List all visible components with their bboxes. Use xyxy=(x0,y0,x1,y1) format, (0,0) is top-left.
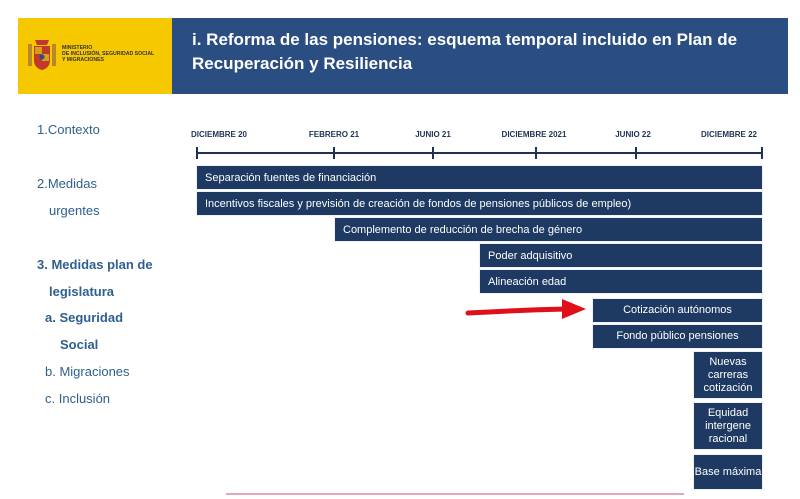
timeline-tick xyxy=(196,147,198,159)
timeline-tick xyxy=(432,147,434,159)
page-title: i. Reforma de las pensiones: esquema temporal incluido en Plan de Recuperación y Resiliencia xyxy=(192,30,738,73)
sidebar-item-migraciones[interactable]: b. Migraciones xyxy=(45,364,130,379)
timeline-bar-separacion: Separación fuentes de financiación xyxy=(196,165,763,190)
timeline-date-2: FEBRERO 21 xyxy=(308,130,360,139)
timeline-bar-poder-adquisitivo: Poder adquisitivo xyxy=(479,243,763,268)
red-arrow-icon xyxy=(462,296,592,326)
sidebar-item-plan-1[interactable]: 3. Medidas plan de xyxy=(37,257,153,272)
sidebar-item-seguridad-1[interactable]: a. Seguridad xyxy=(45,310,124,325)
timeline-bar-base-maxima: Base máxima xyxy=(693,454,763,490)
sidebar-item-contexto[interactable]: 1.Contexto xyxy=(37,122,100,137)
timeline-tick xyxy=(535,147,537,159)
sidebar-item-medidas-1[interactable]: 2.Medidas xyxy=(37,176,97,191)
timeline-bar-incentivos: Incentivos fiscales y previsión de creación de fondos de pensiones públicos de empleo) xyxy=(196,191,763,216)
timeline-tick xyxy=(333,147,335,159)
timeline-bar-fondo-publico: Fondo público pensiones xyxy=(592,324,763,349)
sidebar-item-seguridad-2[interactable]: Social xyxy=(60,337,99,352)
timeline-bar-cotizacion-autonomos: Cotización autónomos xyxy=(592,298,763,323)
timeline-date-4: DICIEMBRE 2021 xyxy=(501,130,567,139)
timeline-tick xyxy=(761,147,763,159)
timeline-date-1: DICIEMBRE 20 xyxy=(190,130,248,139)
timeline-axis xyxy=(197,152,763,154)
timeline-bar-nuevas-carreras: Nuevas carreras cotización xyxy=(693,351,763,399)
coat-of-arms-icon xyxy=(26,38,58,72)
ministry-line-3: Y MIGRACIONES xyxy=(62,57,104,63)
sidebar-item-plan-2[interactable]: legislatura xyxy=(49,284,115,299)
ministry-name xyxy=(62,45,170,63)
ministry-logo xyxy=(18,18,172,94)
timeline-bar-complemento: Complemento de reducción de brecha de género xyxy=(334,217,763,242)
timeline-bar-alineacion-edad: Alineación edad xyxy=(479,269,763,294)
title-banner xyxy=(172,18,788,94)
ministry-line-2: DE INCLUSIÓN, SEGURIDAD SOCIAL xyxy=(62,51,155,57)
timeline-date-5: JUNIO 22 xyxy=(615,130,651,139)
ministry-line-1: MINISTERIO xyxy=(62,45,93,51)
timeline-bar-equidad: Equidad intergene racional xyxy=(693,402,763,450)
timeline-date-6: DICIEMBRE 22 xyxy=(700,130,758,139)
timeline-tick xyxy=(635,147,637,159)
sidebar-item-inclusion[interactable]: c. Inclusión xyxy=(45,391,111,406)
sidebar-item-medidas-2[interactable]: urgentes xyxy=(49,203,100,218)
timeline-date-3: JUNIO 21 xyxy=(415,130,451,139)
bottom-divider xyxy=(226,493,684,495)
